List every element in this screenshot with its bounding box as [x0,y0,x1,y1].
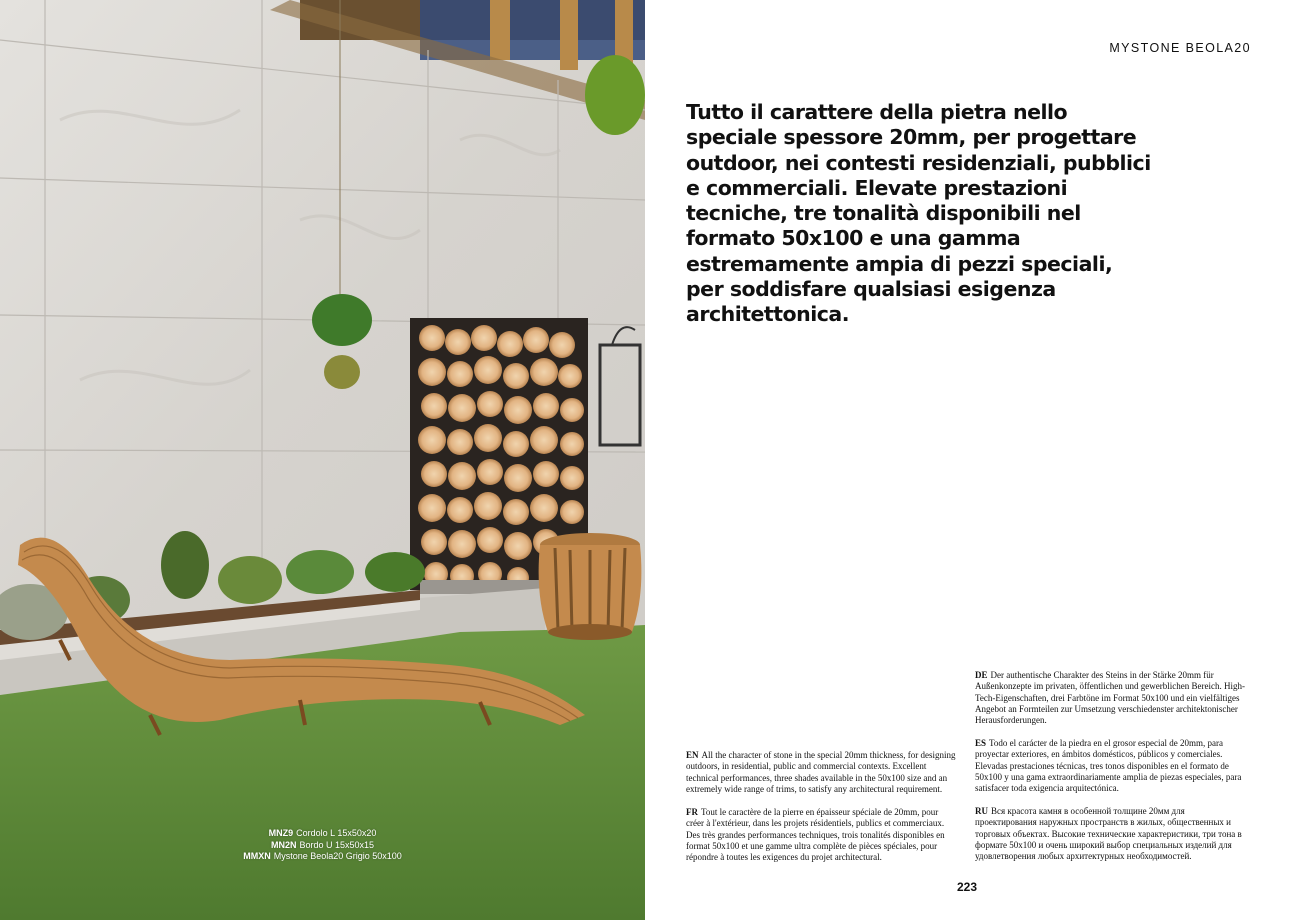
collection-header: MYSTONE BEOLA20 [1109,41,1251,55]
text-page [645,0,1291,920]
paragraph-es [975,738,1245,794]
caption-line [200,840,445,852]
paragraph-text: Todo el carácter de la piedra en el grosor especial de 20mm, para proyectar exteriores, en ámbitos domésticos, públicos y comerciales. Elevadas prestaciones técnicas, tres tonos disponibles en el formato de 50x100 y una gama extraordinariamente amplia de piezas especiales, para satisfacer toda exigencia arquitectónica. [975,738,1242,794]
page-number: 223 [957,880,978,894]
product-photo [0,0,645,920]
caption-line [200,851,445,863]
caption-code: MN2N [270,839,297,850]
paragraph-text: Der authentische Charakter des Steins in der Stärke 20mm für Außenkonzepte im privaten, öffentlichen und gewerblichen Bereich. High-Tech-Eigenschaften, drei Farbtöne im Format 50x100 und ein vielfältiges Angebot an Formteilen zur Umsetzung verschiedenster architektonischer Herausforderungen. [975,670,1245,726]
caption-code: MMXN [243,851,271,861]
caption-desc: Mystone Beola20 Grigio 50x100 [273,851,402,861]
paragraph-text: All the character of stone in the special 20mm thickness, for designing outdoors, in residential, public and commercial contexts. Excellent technical performances, three shades available in the 50x100 size and an extremely wide range of trims, to satisfy any architectural requirement. [686,750,956,794]
caption-desc: Cordolo L 15x50x20 [296,828,377,838]
terrace-scene-illustration [0,0,645,920]
hanging-plant-top [585,55,645,135]
language-code: FR [686,807,698,817]
paragraph-en [686,750,956,795]
language-code: DE [975,670,988,680]
caption-code: MNZ9 [268,828,294,838]
paragraph-text: Tout le caractère de la pierre en épaisseur spéciale de 20mm, pour créer à l'extérieur, dans les projets résidentiels, publics et commerciaux. Des très grandes performances techniques, trois tonalités disponibles en format 50x100 et une gamme ultra complète de pièces spéciales, pour répondre à toutes les exigences du projet architectural. [686,807,945,863]
wooden-stool [539,533,642,640]
product-codes-caption [200,828,445,863]
paragraph-de [975,670,1245,726]
paragraph-ru [975,806,1245,862]
language-code: RU [975,806,988,816]
paragraph-text: Вся красота камня в особенной толщине 20мм для проектирования наружных пространств в жилых, общественных и торговых объектах. Высокие технические характеристики, три тона в формате 50x100 и очень широкий выбор специальных изделий для удовлетворения любых архитектурных необходимостей. [975,806,1242,862]
caption-desc: Bordo U 15x50x15 [299,839,375,850]
hanging-kokedama [312,294,372,346]
language-code: ES [975,738,987,748]
language-code: EN [686,750,699,760]
intro-headline: Tutto il carattere della pietra nello speciale spessore 20mm, per progettare outdoor, nei contesti residenziali, pubblici e commerciali. Elevate prestazioni tecniche, tre tonalità disponibili nel formato 50x100 e una gamma estremamente ampia di pezzi speciali, per soddisfare qualsiasi esigenza architettonica. [686,100,1151,327]
paragraph-fr [686,807,956,863]
caption-line [200,828,445,840]
